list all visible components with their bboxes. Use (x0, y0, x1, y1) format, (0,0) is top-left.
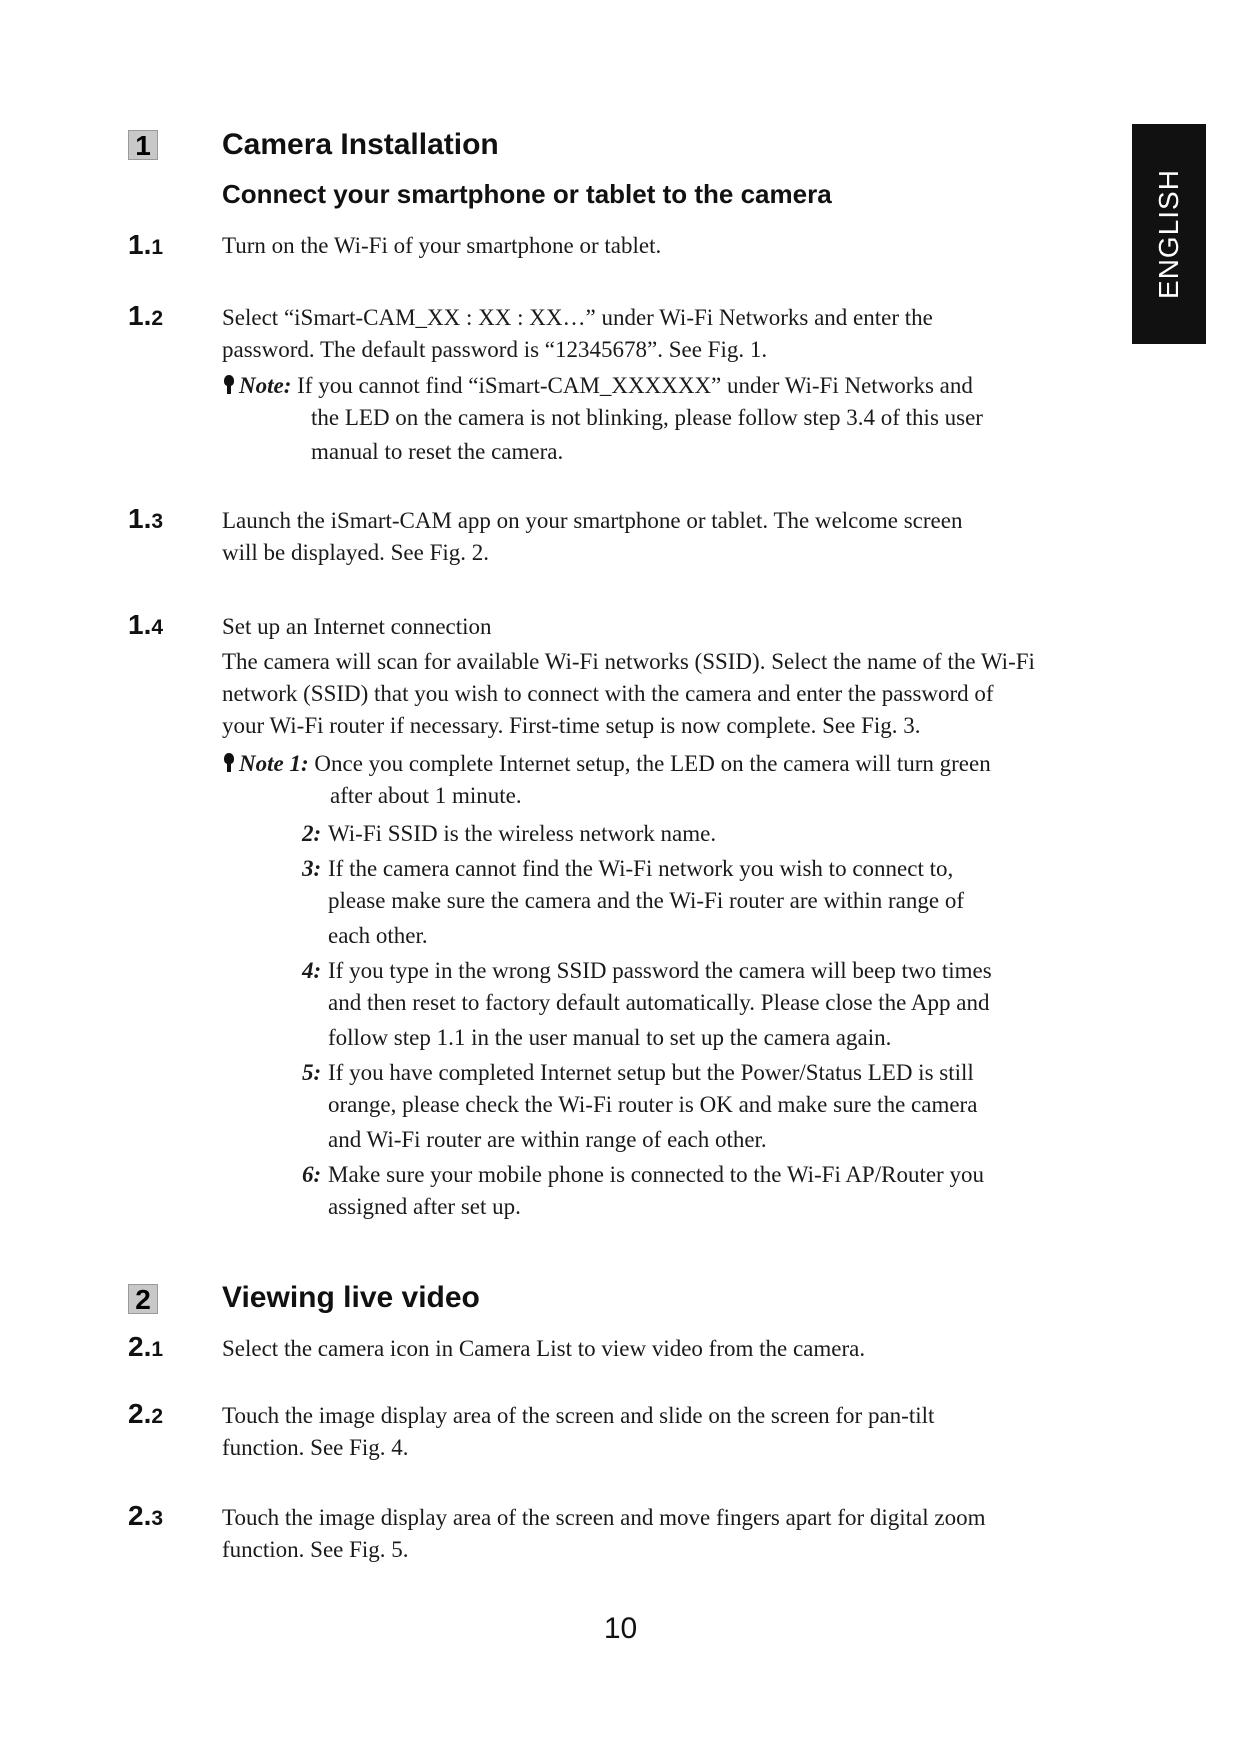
note-item-4: 4: If you type in the wrong SSID password the camera will beep two times and then reset to factory default automatically. Please close the App and follow step 1.1 in the user manual to set up the camera again. (302, 958, 992, 1050)
step-1-2-text: Select “iSmart-CAM_XX : XX : XX…” under Wi-Fi Networks and enter the password. The default password is “12345678”. See Fig. 1. (222, 305, 933, 362)
lightbulb-icon (222, 753, 236, 773)
step-1-1-text: Turn on the Wi-Fi of your smartphone or tablet. (222, 233, 662, 258)
note-item-2: 2: Wi-Fi SSID is the wireless network name. (302, 821, 717, 846)
section-2-badge: 2 (128, 1284, 158, 1314)
step-number-1-4: 1.4 (128, 609, 164, 640)
language-tab (1132, 124, 1206, 344)
step-number-2-2: 2.2 (128, 1398, 164, 1429)
note-item-6: 6: Make sure your mobile phone is connected to the Wi-Fi AP/Router you assigned after set up. (302, 1162, 984, 1219)
lightbulb-icon (222, 375, 236, 395)
page-number: 10 (603, 1612, 638, 1645)
step-1-2-note: Note: If you cannot find “iSmart-CAM_XXXXXX” under Wi-Fi Networks and the LED on the camera is not blinking, please follow step 3.4 of this user manual to reset the camera. (222, 370, 1122, 468)
step-number-1-2: 1.2 (128, 300, 164, 331)
section-1-subtitle: Connect your smartphone or tablet to the camera (222, 179, 832, 209)
section-1-badge: 1 (128, 130, 158, 160)
step-2-3-text: Touch the image display area of the screen and move fingers apart for digital zoom function. See Fig. 5. (222, 1505, 986, 1562)
step-1-4-note: Note 1: Once you complete Internet setup, the LED on the camera will turn green after about 1 minute. (222, 748, 1122, 812)
step-number-1-3: 1.3 (128, 503, 164, 534)
section-1-title: Camera Installation (222, 128, 499, 161)
step-number-2-1: 2.1 (128, 1331, 164, 1362)
language-tab-label: ENGLISH (1153, 169, 1184, 299)
step-number-2-3: 2.3 (128, 1500, 164, 1531)
step-1-4-text: Set up an Internet connection The camera will scan for available Wi-Fi networks (SSID). Select the name of the Wi-Fi network (SSID) that you wish to connect with the camera and enter the password of your Wi-Fi router if necessary. First-time setup is now complete. See Fig. 3. (222, 614, 1035, 738)
step-1-3-text: Launch the iSmart-CAM app on your smartphone or tablet. The welcome screen will be displayed. See Fig. 2. (222, 508, 963, 565)
step-2-1-text: Select the camera icon in Camera List to view video from the camera. (222, 1336, 866, 1361)
step-number-1-1: 1.1 (128, 229, 164, 260)
note-item-3: 3: If the camera cannot find the Wi-Fi network you wish to connect to, please make sure the camera and the Wi-Fi router are within range of each other. (302, 856, 964, 948)
step-2-2-text: Touch the image display area of the screen and slide on the screen for pan-tilt function. See Fig. 4. (222, 1403, 935, 1460)
section-2-title: Viewing live video (222, 1281, 480, 1314)
note-item-5: 5: If you have completed Internet setup but the Power/Status LED is still orange, please check the Wi-Fi router is OK and make sure the camera and Wi-Fi router are within range of each other. (302, 1060, 978, 1152)
step-1-4-note-items (302, 818, 1122, 1223)
